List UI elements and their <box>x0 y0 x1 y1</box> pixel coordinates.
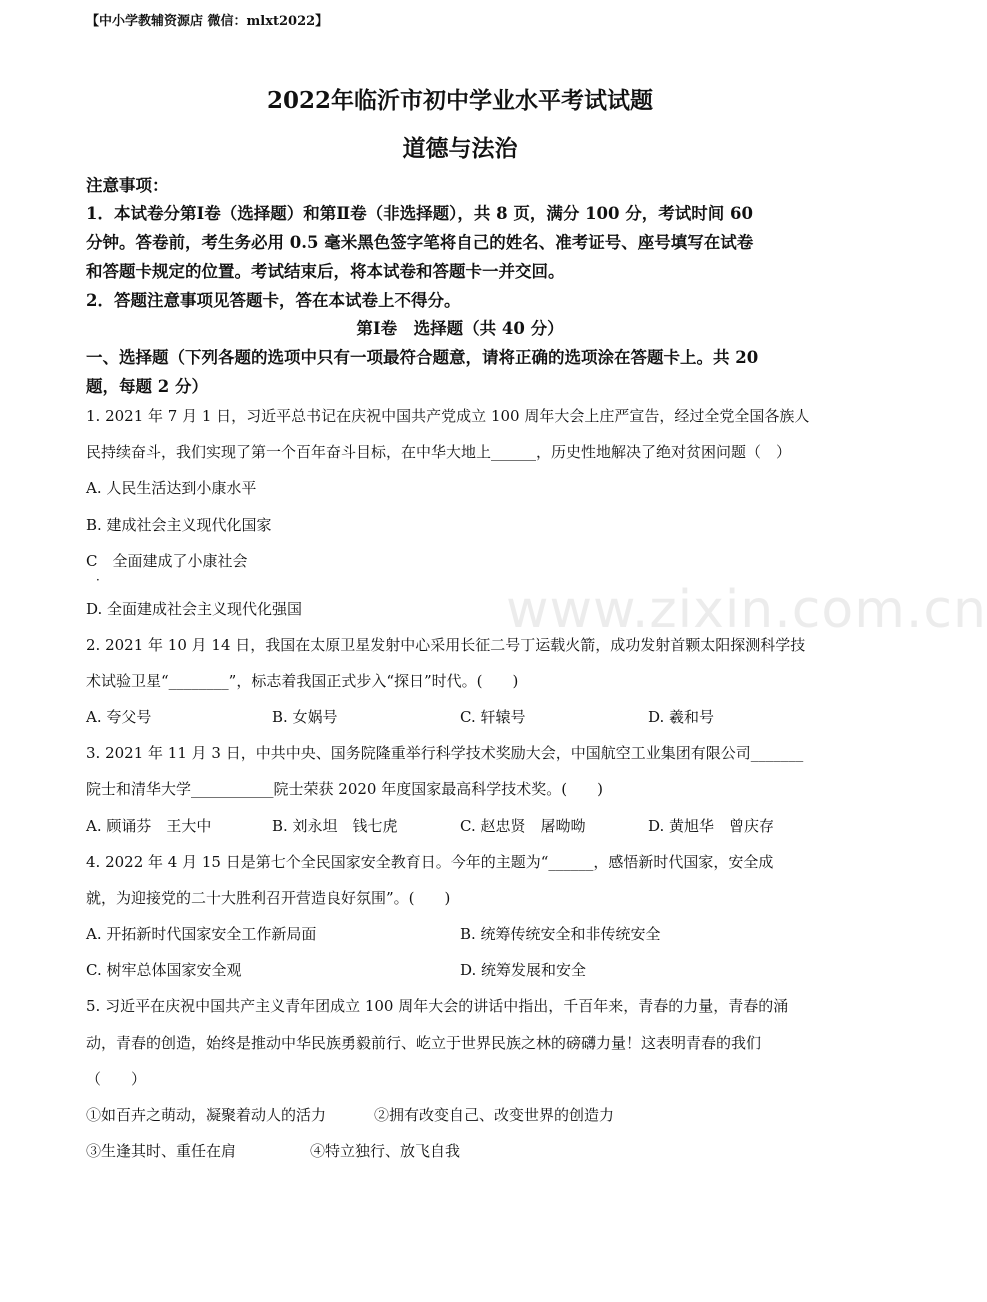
question-stem-2: 术试验卫星“________”，标志着我国正式步入“探日”时代。( ) <box>86 672 519 690</box>
notice-line: 2．答题注意事项见答题卡，答在本试卷上不得分。 <box>86 291 461 310</box>
question-stem-4: 就，为迎接党的二十大胜利召开营造良好氛围”。( ) <box>86 889 451 907</box>
question-stem-3: 院士和清华大学___________院士荣获 2020 年度国家最高科学技术奖。( ) <box>86 780 603 798</box>
option-d: D. 统筹发展和安全 <box>460 961 587 979</box>
statement-2: ②拥有改变自己、改变世界的创造力 <box>374 1106 615 1124</box>
statement-1: ①如百卉之萌动，凝聚着动人的活力 <box>86 1106 327 1124</box>
notice-line: 1．本试卷分第Ⅰ卷（选择题）和第Ⅱ卷（非选择题），共 8 页，满分 100 分，考试时间 60 <box>86 204 753 223</box>
notice-line: 和答题卡规定的位置。考试结束后，将本试卷和答题卡一并交回。 <box>86 262 565 281</box>
watermark: www.zixin.com.cn <box>506 580 987 640</box>
option-a: A. 夸父号 <box>86 708 152 726</box>
section-title: 第Ⅰ卷 选择题（共 40 分） <box>356 319 564 338</box>
question-stem-5: 5. 习近平在庆祝中国共产主义青年团成立 100 周年大会的讲话中指出，千百年来，青春的力量，青春的涌 <box>86 997 789 1015</box>
exam-subject: 道德与法治 <box>402 135 518 162</box>
question-stem-1: 1. 2021 年 7 月 1 日，习近平总书记在庆祝中国共产党成立 100 周年大会上庄严宣告，经过全党全国各族人 <box>86 407 810 425</box>
option-b: B. 统筹传统安全和非传统安全 <box>460 925 661 943</box>
option-c-dot: ． <box>96 569 109 583</box>
option-c: C. 轩辕号 <box>460 708 526 726</box>
option-d: D. 羲和号 <box>648 708 715 726</box>
notice-heading: 注意事项： <box>86 176 169 195</box>
question-stem-1: 民持续奋斗，我们实现了第一个百年奋斗目标，在中华大地上______，历史性地解决了绝对贫困问题（ ） <box>86 443 792 461</box>
question-stem-5: 动，青春的创造，始终是推动中华民族勇毅前行、屹立于世界民族之林的磅礴力量！这表明青春的我们 <box>86 1034 762 1052</box>
question-stem-2: 2. 2021 年 10 月 14 日，我国在太原卫星发射中心采用长征二号丁运载火箭，成功发射首颗太阳探测科学技 <box>86 636 806 654</box>
header-note: 【中小学教辅资源店 微信：mlxt2022】 <box>86 14 329 29</box>
option-c: C. 赵忠贤 屠呦呦 <box>460 817 586 835</box>
option-d: D. 全面建成社会主义现代化强国 <box>86 600 303 618</box>
statement-3: ③生逢其时、重任在肩 <box>86 1142 237 1160</box>
option-c: C 全面建成了小康社会 <box>86 552 248 570</box>
part-heading: 一、选择题（下列各题的选项中只有一项最符合题意，请将正确的选项涂在答题卡上。共 20 <box>86 348 759 367</box>
option-b: B. 刘永坦 钱七虎 <box>272 817 398 835</box>
part-heading: 题，每题 2 分） <box>86 377 208 396</box>
question-stem-3: 3. 2021 年 11 月 3 日，中共中央、国务院隆重举行科学技术奖励大会，中国航空工业集团有限公司_______ <box>86 744 804 762</box>
option-a: A. 开拓新时代国家安全工作新局面 <box>86 925 317 943</box>
notice-line: 分钟。答卷前，考生务必用 0.5 毫米黑色签字笔将自己的姓名、准考证号、座号填写在试卷 <box>86 233 754 252</box>
exam-title: 2022年临沂市初中学业水平考试试题 <box>266 87 653 114</box>
statement-4: ④特立独行、放飞自我 <box>310 1142 461 1160</box>
option-c: C. 树牢总体国家安全观 <box>86 961 242 979</box>
option-b: B. 女娲号 <box>272 708 338 726</box>
question-stem-4: 4. 2022 年 4 月 15 日是第七个全民国家安全教育日。今年的主题为“______，感悟新时代国家，安全成 <box>86 853 774 871</box>
option-d: D. 黄旭华 曾庆存 <box>648 817 775 835</box>
option-b: B. 建成社会主义现代化国家 <box>86 516 272 534</box>
question-stem-5: （ ） <box>86 1070 147 1088</box>
option-a: A. 人民生活达到小康水平 <box>86 479 257 497</box>
option-a: A. 顾诵芬 王大中 <box>86 817 212 835</box>
